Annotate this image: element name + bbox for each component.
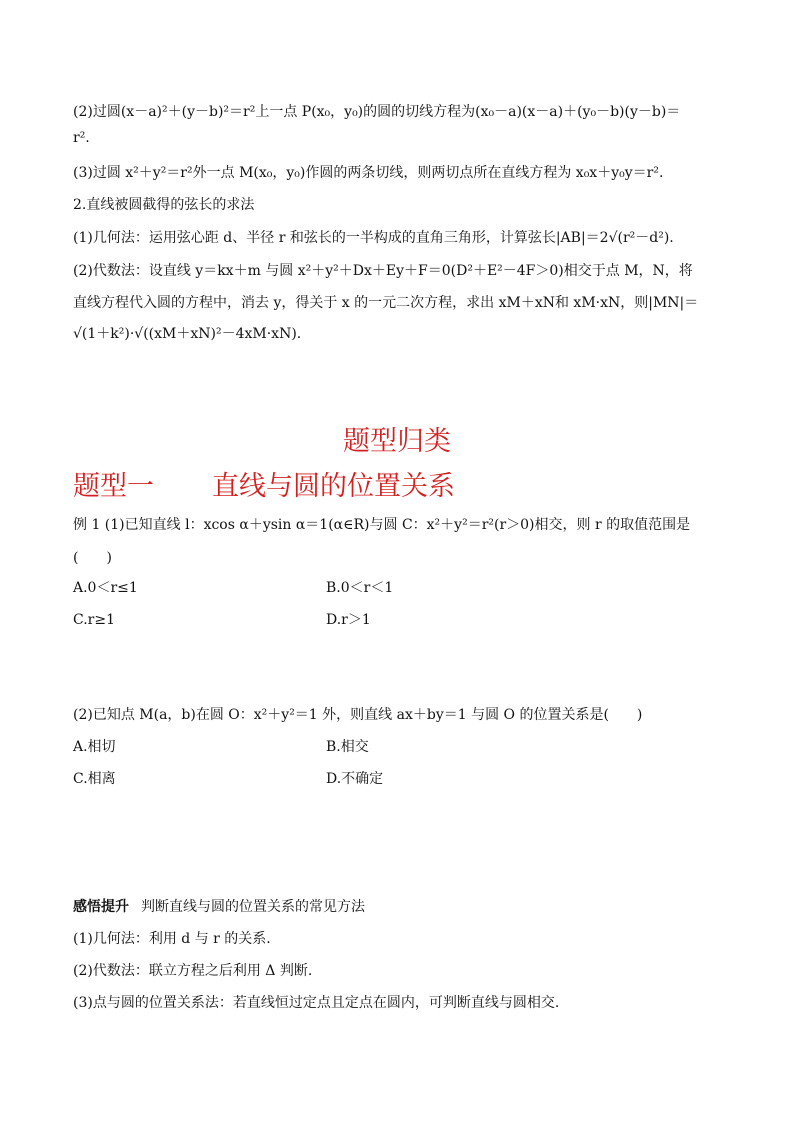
question-type-label: 题型一 [73, 471, 154, 502]
example1-q2-option-a: A.相切 [73, 739, 116, 755]
insight-item-point-position: (3)点与圆的位置关系法：若直线恒过定点且定点在圆内，可判断直线与圆相交. [73, 995, 560, 1011]
example1-q1-option-d: D.r＞1 [326, 612, 371, 628]
chord-length-title: 2.直线被圆截得的弦长的求法 [73, 197, 255, 213]
chord-algebraic-method-line3: √(1＋k²)·√((xM＋xN)²－4xM·xN). [73, 326, 302, 342]
chord-geometric-method: (1)几何法：运用弦心距 d、半径 r 和弦长的一半构成的直角三角形，计算弦长|AB|＝2√(r²－d²). [73, 230, 674, 246]
tangent-formula-item2-line2: r². [73, 130, 90, 146]
insight-header [73, 896, 724, 918]
example1-q1-answer-blank: ( ) [73, 550, 112, 566]
chord-algebraic-method-line1: (2)代数法：设直线 y＝kx＋m 与圆 x²＋y²＋Dx＋Ey＋F＝0(D²＋E²－4F＞0)相交于点 M，N，将 [73, 263, 693, 279]
example1-q2-option-b: B.相交 [326, 739, 369, 755]
chord-algebraic-method-line2: 直线方程代入圆的方程中，消去 y，得关于 x 的一元二次方程，求出 xM＋xN和 xM·xN，则|MN|＝ [73, 295, 699, 311]
section-main-heading: 题型归类 [343, 426, 451, 457]
insight-item-geometric: (1)几何法：利用 d 与 r 的关系. [73, 931, 271, 947]
tangent-formula-item3: (3)过圆 x²＋y²＝r²外一点 M(x₀，y₀)作圆的两条切线，则两切点所在直线方程为 x₀x＋y₀y＝r². [73, 165, 664, 181]
example1-q2-stem: (2)已知点 M(a，b)在圆 O：x²＋y²＝1 外，则直线 ax＋by＝1 与圆 O 的位置关系是( ) [73, 707, 643, 723]
insight-title: 判断直线与圆的位置关系的常见方法 [141, 899, 365, 915]
insight-label: 感悟提升 [73, 899, 129, 915]
question-type-title: 直线与圆的位置关系 [212, 471, 455, 502]
example1-q2-option-d: D.不确定 [326, 771, 384, 787]
example1-q2-option-c: C.相离 [73, 771, 116, 787]
example1-q1-stem: 例 1 (1)已知直线 l：xcos α＋ysin α＝1(α∈R)与圆 C：x²＋y²＝r²(r＞0)相交，则 r 的取值范围是 [73, 517, 691, 533]
example1-q1-option-c: C.r≥1 [73, 612, 115, 628]
tangent-formula-item2-line1: (2)过圆(x－a)²＋(y－b)²＝r²上一点 P(x₀，y₀)的圆的切线方程为(x₀－a)(x－a)＋(y₀－b)(y－b)＝ [73, 104, 681, 120]
insight-item-algebraic: (2)代数法：联立方程之后利用 Δ 判断. [73, 963, 313, 979]
question-type-heading [73, 470, 455, 504]
example1-q1-option-a: A.0＜r≤1 [73, 580, 138, 596]
example1-q1-option-b: B.0＜r＜1 [326, 580, 394, 596]
